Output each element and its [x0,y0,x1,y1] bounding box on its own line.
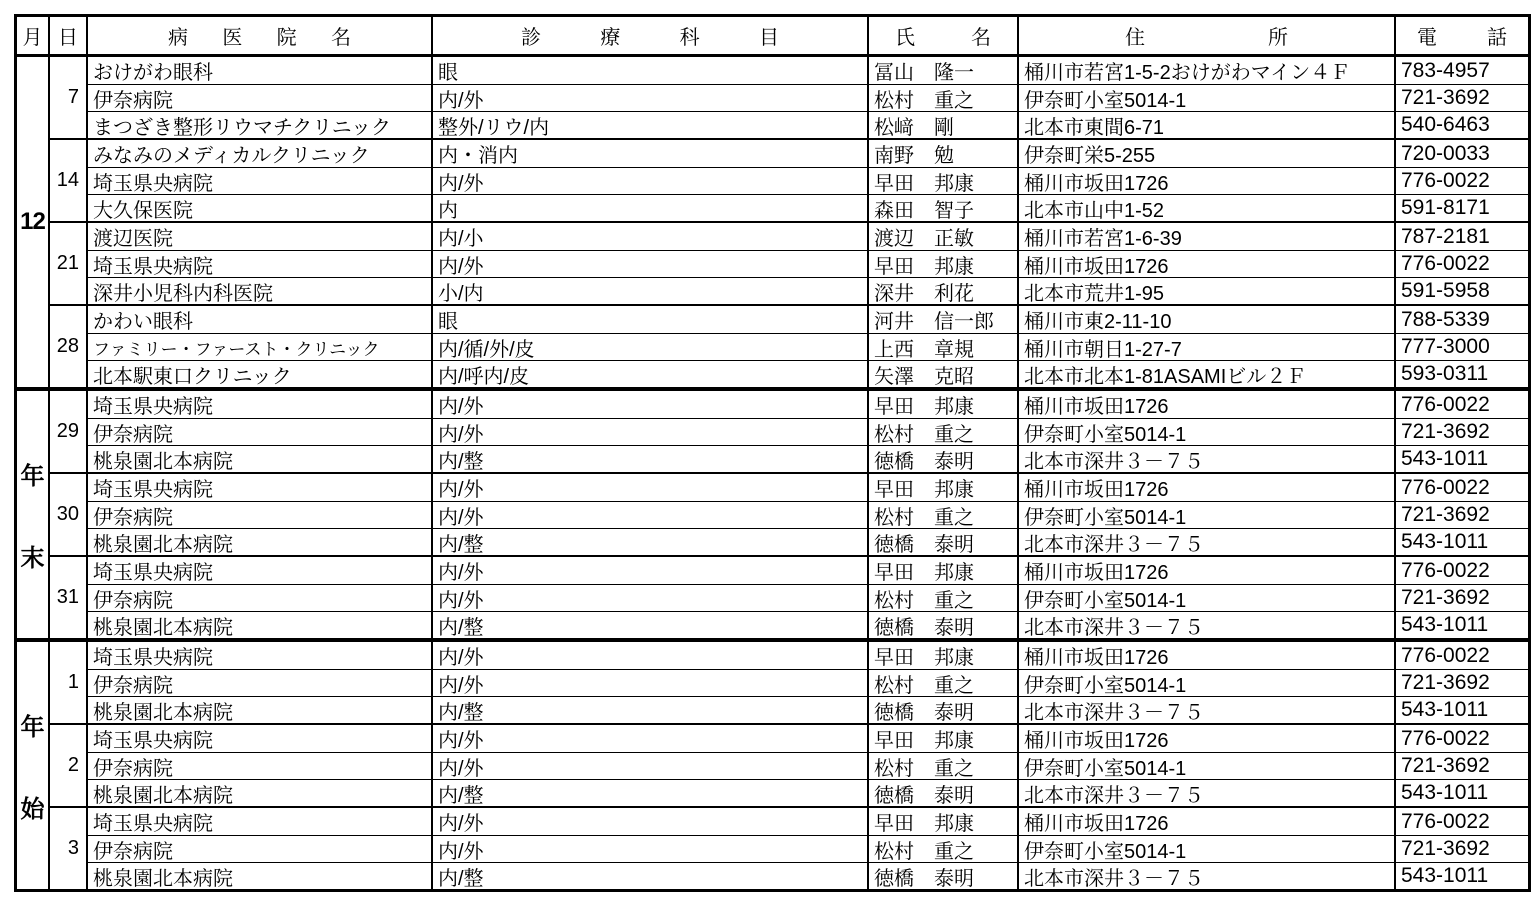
address-cell: 北本市荒井1-95 [1019,278,1396,304]
month-section-december [17,57,1528,387]
phone-cell: 776-0022 [1401,558,1490,582]
doctor-name-cell: 早田 邦康 [869,808,1019,835]
day-cell: 2 [50,725,88,806]
phone-cell: 776-0022 [1401,169,1490,192]
address-cell: 伊奈町小室5014-1 [1019,419,1396,445]
phone-cell: 543-1011 [1401,698,1489,721]
address-cell: 北本市山中1-52 [1019,195,1396,221]
address-cell: 桶川市坂田1726 [1019,725,1396,752]
day-cell: 14 [50,140,88,221]
doctor-name-cell: 南野 勉 [869,140,1019,167]
hospital-cell: 伊奈病院 [88,419,433,445]
hospital-cell: 桃泉園北本病院 [88,446,433,472]
doctor-name-cell: 森田 智子 [869,195,1019,221]
address-cell: 北本市東間6-71 [1019,112,1396,138]
department-cell: 整外/リウ/内 [433,112,869,138]
doctor-name-cell: 早田 邦康 [869,557,1019,584]
day-group [50,221,1528,304]
doctor-name-cell: 早田 邦康 [869,725,1019,752]
address-cell: 桶川市若宮1-5-2おけがわマイン４Ｆ [1019,57,1396,84]
hospital-cell: 埼玉県央病院 [88,474,433,501]
department-cell: 内/外 [433,391,869,418]
department-cell: 内/外 [433,168,869,194]
phone-cell: 787-2181 [1401,224,1490,248]
department-cell: 内/小 [433,223,869,250]
day-cell: 1 [50,642,88,723]
address-cell: 北本市深井３－７５ [1019,697,1396,723]
doctor-name-cell: 徳橋 泰明 [869,612,1019,638]
hospital-cell: 伊奈病院 [88,836,433,862]
hospital-cell: 伊奈病院 [88,502,433,528]
hospital-cell: 桃泉園北本病院 [88,780,433,806]
address-cell: 北本市深井３－７５ [1019,612,1396,638]
hospital-cell: 深井小児科内科医院 [88,278,433,304]
month-section-year-start [17,638,1528,889]
department-cell: 内・消内 [433,140,869,167]
hospital-cell: 埼玉県央病院 [88,642,433,669]
department-cell: 内/外 [433,670,869,696]
doctor-name-cell: 松﨑 剛 [869,112,1019,138]
table-row [88,391,1528,418]
phone-cell: 720-0033 [1401,141,1490,165]
doctor-name-cell: 上西 章規 [869,334,1019,360]
day-group [50,304,1528,387]
table-row [88,752,1528,779]
hospital-cell: ファミリー・ファースト・クリニック [88,334,433,360]
phone-cell: 721-3692 [1401,503,1490,526]
doctor-name-cell: 松村 重之 [869,85,1019,111]
table-row [88,669,1528,696]
table-row [88,779,1528,806]
address-cell: 桶川市坂田1726 [1019,391,1396,418]
day-cell: 21 [50,223,88,304]
doctor-name-cell: 徳橋 泰明 [869,780,1019,806]
department-cell: 内/外 [433,251,869,277]
phone-cell: 540-6463 [1401,113,1490,136]
hospital-cell: 埼玉県央病院 [88,168,433,194]
table-row [88,862,1528,889]
phone-cell: 543-1011 [1401,447,1489,470]
doctor-name-cell: 徳橋 泰明 [869,863,1019,889]
department-cell: 内/外 [433,725,869,752]
department-cell: 眼 [433,306,869,333]
doctor-name-cell: 松村 重之 [869,585,1019,611]
table-row [88,57,1528,84]
doctor-name-cell: 河井 信一郎 [869,306,1019,333]
hospital-cell: おけがわ眼科 [88,57,433,84]
phone-cell: 777-3000 [1401,335,1490,358]
table-row [88,250,1528,277]
department-cell: 内/外 [433,474,869,501]
department-cell: 内/外 [433,502,869,528]
day-group [50,391,1528,472]
phone-cell: 721-3692 [1401,754,1490,777]
department-cell: 内/外 [433,642,869,669]
table-row [88,84,1528,111]
department-cell: 内/外 [433,808,869,835]
month-section-year-end [17,387,1528,638]
address-cell: 桶川市坂田1726 [1019,168,1396,194]
day-group [50,57,1528,138]
department-cell: 内/外 [433,85,869,111]
phone-cell: 721-3692 [1401,837,1490,860]
address-cell: 北本市深井３－７５ [1019,529,1396,555]
table-row [88,474,1528,501]
header-doctor-name: 氏 名 [869,17,1019,54]
hospital-cell: かわい眼科 [88,306,433,333]
table-row [88,360,1528,387]
table-row [88,223,1528,250]
address-cell: 伊奈町小室5014-1 [1019,85,1396,111]
address-cell: 桶川市東2-11-10 [1019,306,1396,333]
doctor-name-cell: 早田 邦康 [869,642,1019,669]
table-row [88,528,1528,555]
holiday-clinic-schedule-table [14,14,1531,892]
doctor-name-cell: 深井 利花 [869,278,1019,304]
department-cell: 小/内 [433,278,869,304]
department-cell: 内/外 [433,585,869,611]
hospital-cell: 桃泉園北本病院 [88,863,433,889]
address-cell: 伊奈町小室5014-1 [1019,836,1396,862]
phone-cell: 721-3692 [1401,671,1490,694]
address-cell: 桶川市坂田1726 [1019,474,1396,501]
phone-cell: 543-1011 [1401,613,1489,636]
phone-cell: 543-1011 [1401,864,1489,887]
hospital-cell: 桃泉園北本病院 [88,529,433,555]
department-cell: 内/整 [433,612,869,638]
table-row [88,277,1528,304]
doctor-name-cell: 早田 邦康 [869,251,1019,277]
day-cell: 31 [50,557,88,638]
month-cell [17,391,50,638]
department-cell: 内/整 [433,697,869,723]
address-cell: 桶川市朝日1-27-7 [1019,334,1396,360]
address-cell: 伊奈町小室5014-1 [1019,753,1396,779]
phone-cell: 591-8171 [1401,196,1490,219]
hospital-cell: 桃泉園北本病院 [88,697,433,723]
department-cell: 内/整 [433,780,869,806]
table-row [88,642,1528,669]
phone-cell: 721-3692 [1401,420,1490,443]
hospital-cell: 大久保医院 [88,195,433,221]
phone-cell: 776-0022 [1401,809,1490,833]
month-label: 年 始 [20,714,45,823]
address-cell: 伊奈町栄5-255 [1019,140,1396,167]
address-cell: 北本市深井３－７５ [1019,863,1396,889]
hospital-cell: 渡辺医院 [88,223,433,250]
table-row [88,140,1528,167]
hospital-cell: 伊奈病院 [88,585,433,611]
hospital-cell: 埼玉県央病院 [88,725,433,752]
phone-cell: 776-0022 [1401,643,1490,667]
table-row [88,418,1528,445]
department-cell: 内/外 [433,419,869,445]
phone-cell: 776-0022 [1401,726,1490,750]
table-row [88,808,1528,835]
doctor-name-cell: 徳橋 泰明 [869,697,1019,723]
header-address: 住 所 [1019,17,1396,54]
table-row [88,501,1528,528]
hospital-cell: 北本駅東口クリニック [88,361,433,387]
phone-cell: 783-4957 [1401,58,1490,82]
doctor-name-cell: 松村 重之 [869,836,1019,862]
hospital-cell: みなみのメディカルクリニック [88,140,433,167]
department-cell: 内/呼内/皮 [433,361,869,387]
address-cell: 桶川市坂田1726 [1019,251,1396,277]
doctor-name-cell: 早田 邦康 [869,391,1019,418]
doctor-name-cell: 冨山 隆一 [869,57,1019,84]
hospital-cell: 埼玉県央病院 [88,808,433,835]
department-cell: 内/外 [433,753,869,779]
hospital-cell: 桃泉園北本病院 [88,612,433,638]
table-row [88,611,1528,638]
header-day: 日 [50,17,88,54]
doctor-name-cell: 渡辺 正敏 [869,223,1019,250]
day-cell: 3 [50,808,88,889]
phone-cell: 721-3692 [1401,86,1490,109]
doctor-name-cell: 松村 重之 [869,419,1019,445]
day-cell: 30 [50,474,88,555]
day-group [50,723,1528,806]
header-month: 月 [17,17,50,54]
hospital-cell: 伊奈病院 [88,670,433,696]
address-cell: 伊奈町小室5014-1 [1019,502,1396,528]
phone-cell: 593-0311 [1401,362,1489,385]
table-row [88,167,1528,194]
month-cell [17,57,50,387]
address-cell: 桶川市坂田1726 [1019,557,1396,584]
day-group [50,806,1528,889]
table-row [88,306,1528,333]
doctor-name-cell: 徳橋 泰明 [869,446,1019,472]
table-row [88,835,1528,862]
address-cell: 桶川市坂田1726 [1019,642,1396,669]
hospital-cell: 埼玉県央病院 [88,391,433,418]
department-cell: 内/整 [433,529,869,555]
header-hospital-name: 病 医 院 名 [88,17,433,54]
phone-cell: 776-0022 [1401,252,1490,275]
address-cell: 北本市北本1-81ASAMIビル２Ｆ [1019,361,1396,387]
month-cell [17,642,50,889]
department-cell: 内/整 [433,863,869,889]
department-cell: 内/整 [433,446,869,472]
doctor-name-cell: 松村 重之 [869,670,1019,696]
day-group [50,472,1528,555]
hospital-cell: まつざき整形リウマチクリニック [88,112,433,138]
address-cell: 伊奈町小室5014-1 [1019,670,1396,696]
day-cell: 7 [50,57,88,138]
month-label: 年 末 [20,463,45,572]
department-cell: 内/外 [433,836,869,862]
header-department: 診 療 科 目 [433,17,869,54]
phone-cell: 776-0022 [1401,392,1490,416]
table-row [88,111,1528,138]
day-cell: 28 [50,306,88,387]
phone-cell: 543-1011 [1401,530,1489,553]
table-row [88,445,1528,472]
month-label: 12 [20,208,45,235]
doctor-name-cell: 矢澤 克昭 [869,361,1019,387]
doctor-name-cell: 徳橋 泰明 [869,529,1019,555]
phone-cell: 788-5339 [1401,307,1490,331]
table-header [17,17,1528,57]
table-row [88,557,1528,584]
department-cell: 内/外 [433,557,869,584]
table-row [88,696,1528,723]
doctor-name-cell: 早田 邦康 [869,168,1019,194]
address-cell: 北本市深井３－７５ [1019,446,1396,472]
day-group [50,555,1528,638]
address-cell: 桶川市若宮1-6-39 [1019,223,1396,250]
day-cell: 29 [50,391,88,472]
address-cell: 桶川市坂田1726 [1019,808,1396,835]
department-cell: 眼 [433,57,869,84]
table-row [88,194,1528,221]
table-row [88,584,1528,611]
table-row [88,333,1528,360]
address-cell: 伊奈町小室5014-1 [1019,585,1396,611]
hospital-cell: 伊奈病院 [88,753,433,779]
day-group [50,642,1528,723]
doctor-name-cell: 松村 重之 [869,753,1019,779]
table-row [88,725,1528,752]
doctor-name-cell: 松村 重之 [869,502,1019,528]
hospital-cell: 埼玉県央病院 [88,557,433,584]
phone-cell: 543-1011 [1401,781,1489,804]
department-cell: 内 [433,195,869,221]
hospital-cell: 伊奈病院 [88,85,433,111]
phone-cell: 721-3692 [1401,586,1490,609]
phone-cell: 591-5958 [1401,279,1490,302]
day-group [50,138,1528,221]
hospital-cell: 埼玉県央病院 [88,251,433,277]
phone-cell: 776-0022 [1401,475,1490,499]
header-phone: 電 話 [1417,27,1507,49]
doctor-name-cell: 早田 邦康 [869,474,1019,501]
department-cell: 内/循/外/皮 [433,334,869,360]
address-cell: 北本市深井３－７５ [1019,780,1396,806]
